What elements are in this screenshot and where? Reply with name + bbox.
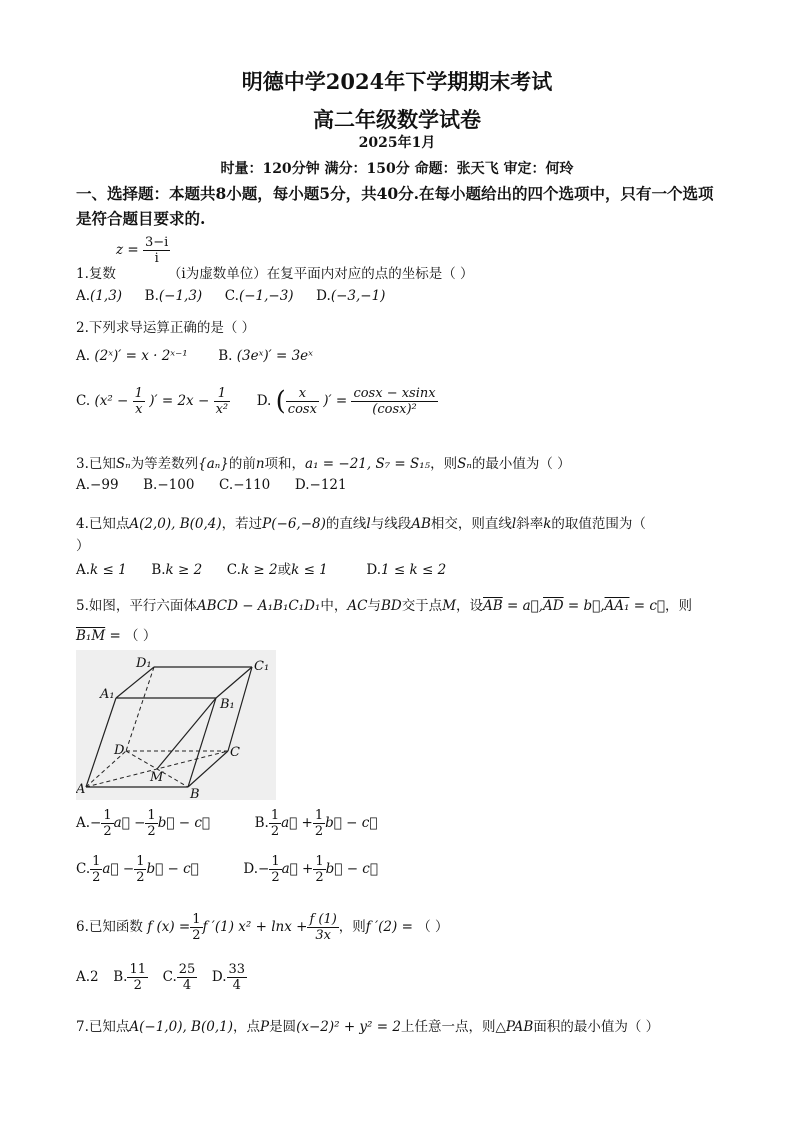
q5-options-cd — [76, 854, 378, 885]
q3-option-c: C.−110 — [219, 477, 271, 493]
edge-a1d1 — [116, 667, 154, 698]
q4-option-b: B.k ≥ 2 — [151, 562, 203, 578]
q4-option-a: A.k ≤ 1 — [76, 562, 127, 578]
q4-options — [76, 558, 446, 578]
q2-options-ab — [76, 348, 313, 364]
section-heading-line1: 一、选择题：本题共8小题，每小题5分，共40分.在每小题给出的四个选项中，只有一个选项 — [76, 184, 714, 203]
q4-stem-close: ） — [76, 538, 90, 554]
q2-options-cd — [76, 386, 438, 417]
q3-options — [76, 477, 347, 493]
section-heading-line2: 是符合题目要求的. — [76, 209, 206, 228]
q5-option-b: B. $\frac{1}{2}$ a⃗ + $\frac{1}{2}$ b⃗ − c⃗ — [254, 808, 378, 839]
label-m: M — [150, 770, 164, 785]
q1-stem-a: 1.复数 — [76, 266, 116, 282]
label-b: B — [190, 787, 200, 800]
q6-options — [76, 962, 247, 993]
q5-options-ab — [76, 808, 377, 839]
q3-option-b: B.−100 — [143, 477, 195, 493]
q1-option-c: C.(−1,−3) — [224, 288, 294, 304]
q3-option-a: A.−99 — [76, 477, 119, 493]
segment-b1m — [157, 698, 216, 769]
q1-option-d: D.(−3,−1) — [316, 288, 386, 304]
q2-option-b: B. (3eˣ)′ = 3eˣ — [218, 348, 313, 364]
school-title: 明德中学2024年下学期期末考试 — [241, 69, 553, 94]
q6-stem: 6.已知函数 f (x) = $\frac{1}{2}$ f ′(1) x² + lnx + $\frac{f (1)}{3x}$ ，则f ′(2) = （ ） — [76, 912, 449, 943]
q4-stem: 4.已知点A(2,0), B(0,4)，若过P(−6,−8)的直线l与线段AB相交，则直线l斜率k的取值范围为（ — [76, 516, 646, 532]
q3-stem: 3.已知Sₙ为等差数列{aₙ}的前n项和，a₁ = −21, S₇ = S₁₅，则Sₙ的最小值为（ ） — [76, 456, 571, 472]
q6-option-c: C. $\frac{25}{4}$ — [162, 962, 196, 993]
q2-option-c: C. (x² − $\frac{1}{x}$ )′ = 2x − $\frac{1}{\text{x²}}$ — [76, 386, 229, 417]
q1-formula-lhs: z = — [116, 242, 139, 258]
q6-option-d: D. $\frac{33}{4}$ — [211, 962, 246, 993]
q5-option-a: A.− $\frac{1}{2}$ a⃗ − $\frac{1}{2}$ b⃗ − c⃗ — [76, 808, 210, 839]
label-a1: A₁ — [100, 687, 115, 702]
q6-option-a: A.2 — [76, 969, 99, 985]
exam-date: 2025年1月 — [358, 135, 436, 151]
q1-stem — [76, 262, 474, 282]
label-c1: C₁ — [254, 659, 270, 674]
edge-dd1 — [126, 667, 154, 751]
exam-meta: 时量：120分钟 满分：150分 命题：张天飞 审定：何玲 — [220, 161, 574, 177]
q1-fraction-den: i — [154, 251, 159, 266]
q1-fraction-num: 3−i — [145, 235, 169, 250]
q4-option-d: D.1 ≤ k ≤ 2 — [366, 562, 447, 578]
parallelepiped-figure — [76, 650, 276, 800]
q6-option-b: B. $\frac{11}{2}$ — [113, 962, 146, 993]
q5-stem: 5.如图，平行六面体ABCD − A₁B₁C₁D₁中，AC与BD交于点M，设$\overline{AB}$ = $a⃗,\overline{AD}$ = b⃗,AA₁ = c⃗，则 — [76, 598, 693, 614]
q1-stem-b: （i为虚数单位）在复平面内对应的点的坐标是（ ） — [167, 266, 474, 282]
q2-option-a: A. (2ˣ)′ = x · 2ˣ⁻¹ — [76, 348, 188, 364]
q1-option-b: B.(−1,3) — [144, 288, 203, 304]
q1-option-a: A.(1,3) — [76, 288, 123, 304]
label-b1: B₁ — [220, 697, 235, 712]
q2-option-d: D. ( $\frac{x}{\cos x}$ )′ = $\frac{\cos x - xsinx}{\text{(cosx)²}}$ — [256, 386, 436, 417]
parallelepiped-diagram — [76, 650, 276, 800]
edge-aa1 — [86, 698, 116, 787]
q7-stem: 7.已知点A(−1,0), B(0,1)，点P是圆(x−2)² + y² = 2上任意一点，则△PAB面积的最小值为（ ） — [76, 1019, 660, 1035]
label-c: C — [230, 745, 240, 760]
section-heading — [76, 181, 726, 231]
q5-option-d: D.− $\frac{1}{2}$ a⃗ + $\frac{1}{2}$ b⃗ − c⃗ — [243, 854, 378, 885]
q5-option-c: C. $\frac{1}{2}$ a⃗ − $\frac{1}{2}$ b⃗ − c⃗ — [76, 854, 199, 885]
label-d1: D₁ — [136, 656, 152, 671]
edge-b1c1 — [216, 667, 252, 698]
q3-option-d: D.−121 — [294, 477, 347, 493]
exam-title: 高二年级数学试卷 — [313, 107, 481, 132]
q5-stem-2: B₁M = （ ） — [76, 628, 157, 644]
q1-options — [76, 288, 385, 304]
label-a: A — [76, 782, 86, 797]
label-d: D — [114, 743, 125, 758]
q4-option-c: C.k ≥ 2或k ≤ 1 — [226, 562, 328, 578]
q2-stem: 2.下列求导运算正确的是（ ） — [76, 320, 256, 336]
